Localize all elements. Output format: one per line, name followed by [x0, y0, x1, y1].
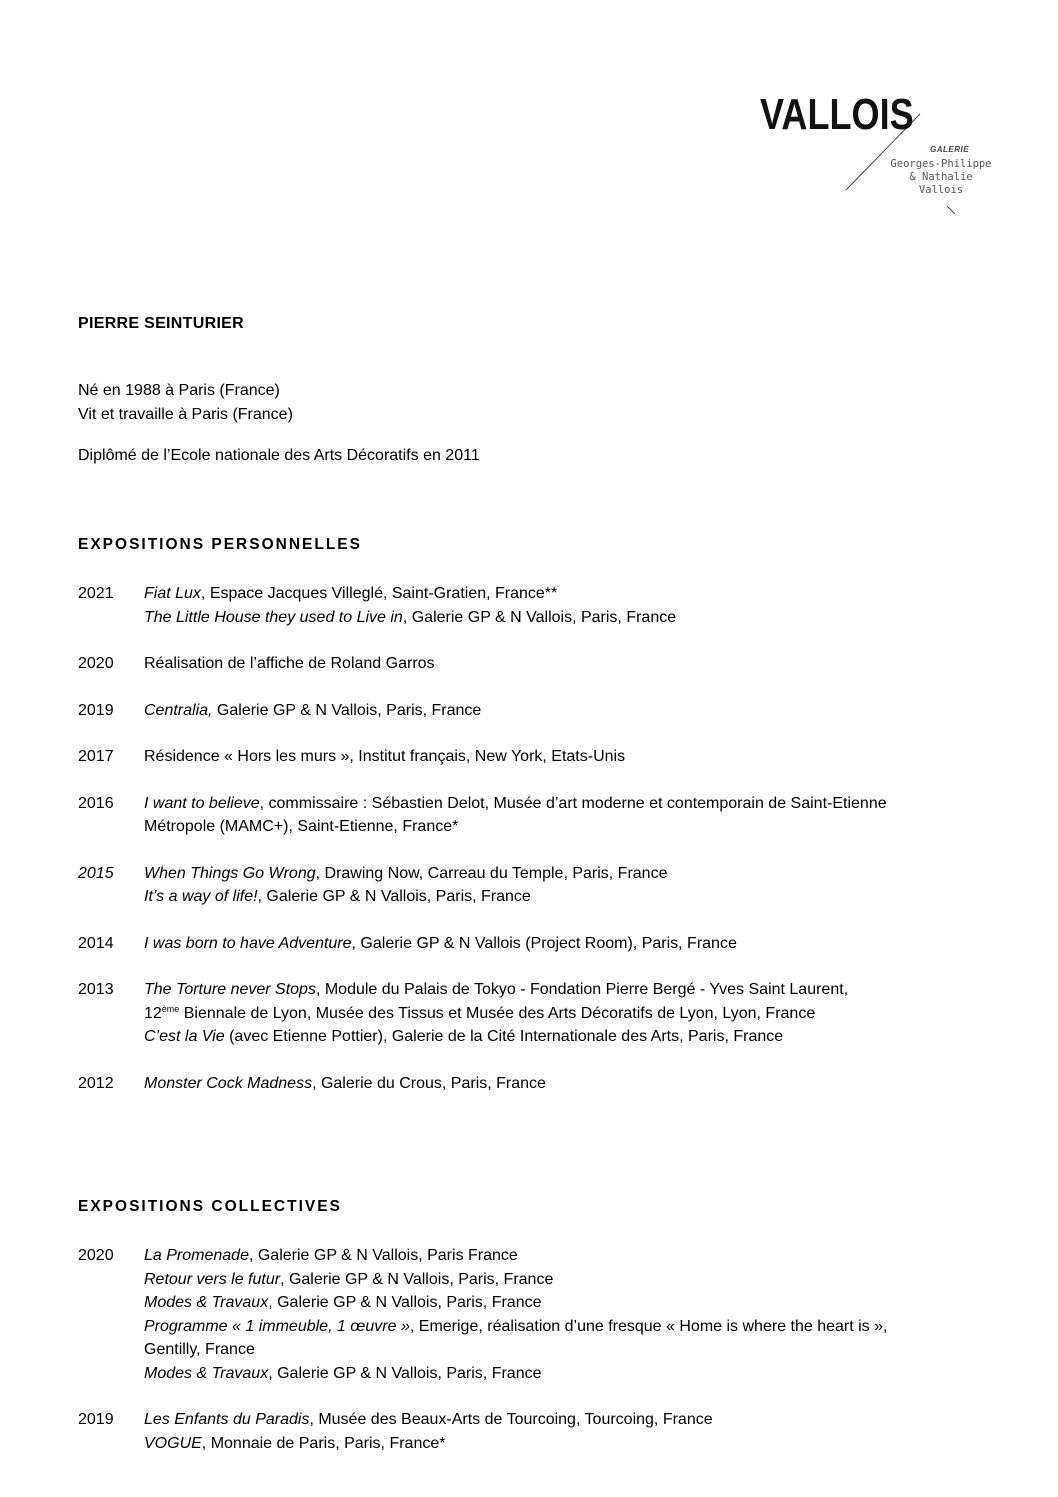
exhibition-lines [144, 582, 1018, 629]
bio-residence: Vit et travaille à Paris (France) [78, 405, 293, 423]
artist-bio [78, 379, 480, 468]
exhibition-year-group [78, 1244, 1018, 1385]
exhibition-year-group [78, 699, 1018, 723]
exhibition-lines [144, 932, 1018, 956]
exhibition-details: , Galerie GP & N Vallois, Paris, France [402, 608, 677, 626]
exhibition-line [144, 745, 1018, 769]
exhibition-details: Métropole (MAMC+), Saint-Etienne, France* [144, 818, 459, 835]
exhibition-line [144, 652, 1018, 676]
exhibition-line [144, 1291, 1018, 1315]
logo-name-line: & Nathalie [909, 171, 973, 183]
logo-galerie-label: GALERIE [930, 145, 970, 154]
artist-name: PIERRE SEINTURIER [78, 315, 245, 332]
exhibition-details: , Galerie GP & N Vallois, Paris, France [280, 1270, 554, 1288]
exhibition-line [144, 792, 1018, 816]
bio-education: Diplômé de l’Ecole nationale des Arts Décoratifs en 2011 [78, 447, 480, 464]
exhibition-title: Les Enfants du Paradis [144, 1411, 310, 1428]
exhibition-line [144, 1244, 1018, 1268]
exhibition-year-group [78, 932, 1018, 956]
exhibition-details: , Monnaie de Paris, Paris, France* [201, 1434, 446, 1452]
exhibition-year: 2014 [78, 934, 114, 952]
exhibition-details: , commissaire : Sébastien Delot, Musée d’art moderne et contemporain de Saint-Etienne [259, 794, 887, 812]
exhibition-details: , Emerige, réalisation d’une fresque « Home is where the heart is », [409, 1317, 888, 1335]
exhibition-line [144, 1315, 1018, 1339]
exhibition-line [144, 1002, 1018, 1026]
exhibition-title: Programme « 1 immeuble, 1 œuvre » [144, 1317, 410, 1335]
exhibition-lines [144, 1072, 1018, 1096]
exhibition-year: 2020 [78, 1247, 114, 1264]
exhibition-title: La Promenade [144, 1247, 249, 1264]
exhibition-details: , Galerie GP & N Vallois, Paris, France [268, 1364, 542, 1382]
group-exhibitions-list [78, 1244, 1018, 1478]
logo-owner-names [866, 158, 1016, 197]
personal-exhibitions-list [78, 582, 1018, 1118]
exhibition-title: Fiat Lux [144, 585, 201, 602]
exhibition-year: 2012 [78, 1074, 114, 1092]
exhibition-lines [144, 699, 1018, 723]
exhibition-title: When Things Go Wrong [144, 864, 316, 882]
exhibition-year-group [78, 745, 1018, 769]
edition-suffix: ème [161, 1003, 180, 1014]
exhibition-lines [144, 862, 1018, 909]
exhibition-year-group [78, 1072, 1018, 1096]
exhibition-title: The Little House they used to Live in [144, 608, 403, 626]
exhibition-title: I was born to have Adventure [144, 934, 352, 952]
exhibition-details: , Module du Palais de Tokyo - Fondation Pierre Bergé - Yves Saint Laurent, [315, 981, 849, 998]
exhibition-line [144, 1338, 1018, 1362]
exhibition-title: Centralia, [144, 701, 213, 719]
exhibition-details: Gentilly, France [144, 1341, 255, 1358]
exhibition-title: Modes & Travaux [144, 1294, 269, 1311]
exhibition-lines [144, 745, 1018, 769]
exhibition-year: 2016 [78, 794, 114, 812]
exhibition-title: C’est la Vie [144, 1028, 225, 1045]
exhibition-title: Retour vers le futur [144, 1270, 281, 1288]
exhibition-year-group [78, 1408, 1018, 1455]
exhibition-details: , Galerie GP & N Vallois (Project Room), Paris, France [351, 934, 737, 952]
exhibition-year: 2021 [78, 585, 114, 602]
exhibition-details: Réalisation de l’affiche de Roland Garros [144, 655, 435, 672]
exhibition-details: , Galerie GP & N Vallois, Paris, France [268, 1294, 542, 1311]
exhibition-details: , Galerie GP & N Vallois, Paris France [248, 1247, 518, 1264]
exhibition-details: Résidence « Hors les murs », Institut français, New York, Etats-Unis [144, 748, 626, 765]
exhibition-details: (avec Etienne Pottier), Galerie de la Cité Internationale des Arts, Paris, France [224, 1028, 784, 1045]
bio-birth: Né en 1988 à Paris (France) [78, 382, 280, 399]
exhibition-year-group [78, 978, 1018, 1049]
exhibition-year: 2013 [78, 981, 114, 998]
exhibition-title: Modes & Travaux [144, 1364, 269, 1382]
exhibition-year: 2017 [78, 748, 114, 765]
exhibition-line [144, 606, 1018, 630]
exhibition-line [144, 1025, 1018, 1049]
exhibition-lines [144, 1244, 1018, 1385]
exhibition-year: 2020 [78, 655, 114, 672]
exhibition-line [144, 815, 1018, 839]
exhibition-year-group [78, 862, 1018, 909]
edition-number: 12 [144, 1004, 162, 1022]
exhibition-line [144, 699, 1018, 723]
exhibition-year: 2019 [78, 701, 114, 719]
section-title-personal: EXPOSITIONS PERSONNELLES [78, 536, 362, 553]
exhibition-details: , Espace Jacques Villeglé, Saint-Gratien, France** [200, 585, 558, 602]
exhibition-title: The Torture never Stops [144, 981, 316, 998]
exhibition-line [144, 1362, 1018, 1386]
exhibition-details: , Galerie du Crous, Paris, France [312, 1074, 546, 1092]
exhibition-year-group [78, 582, 1018, 629]
section-title-group: EXPOSITIONS COLLECTIVES [78, 1198, 342, 1215]
exhibition-title: VOGUE [144, 1434, 202, 1452]
exhibition-year: 2015 [78, 864, 114, 882]
exhibition-year-group [78, 652, 1018, 676]
exhibition-title: I want to believe [144, 794, 260, 812]
exhibition-title: It’s a way of life! [144, 888, 258, 905]
exhibition-line [144, 978, 1018, 1002]
logo-wordmark: VALLOIS [760, 90, 914, 139]
exhibition-lines [144, 978, 1018, 1049]
exhibition-line [144, 1268, 1018, 1292]
exhibition-details: , Musée des Beaux-Arts de Tourcoing, Tourcoing, France [309, 1411, 713, 1428]
exhibition-line [144, 1432, 1018, 1456]
exhibition-lines [144, 792, 1018, 839]
exhibition-line [144, 885, 1018, 909]
exhibition-title: Monster Cock Madness [144, 1074, 313, 1092]
exhibition-year: 2019 [78, 1411, 114, 1428]
logo-name-line: Georges-Philippe [890, 158, 992, 170]
exhibition-details: , Galerie GP & N Vallois, Paris, France [257, 888, 531, 905]
gallery-logo [760, 88, 1020, 218]
logo-name-line: Vallois [918, 184, 964, 196]
exhibition-details: Biennale de Lyon, Musée des Tissus et Musée des Arts Décoratifs de Lyon, Lyon, France [179, 1004, 816, 1022]
exhibition-details: Galerie GP & N Vallois, Paris, France [212, 701, 482, 719]
exhibition-line [144, 582, 1018, 606]
exhibition-line [144, 932, 1018, 956]
exhibition-lines [144, 652, 1018, 676]
exhibition-details: , Drawing Now, Carreau du Temple, Paris, France [315, 864, 668, 882]
exhibition-line [144, 862, 1018, 886]
exhibition-line [144, 1072, 1018, 1096]
exhibition-lines [144, 1408, 1018, 1455]
exhibition-line [144, 1408, 1018, 1432]
exhibition-year-group [78, 792, 1018, 839]
